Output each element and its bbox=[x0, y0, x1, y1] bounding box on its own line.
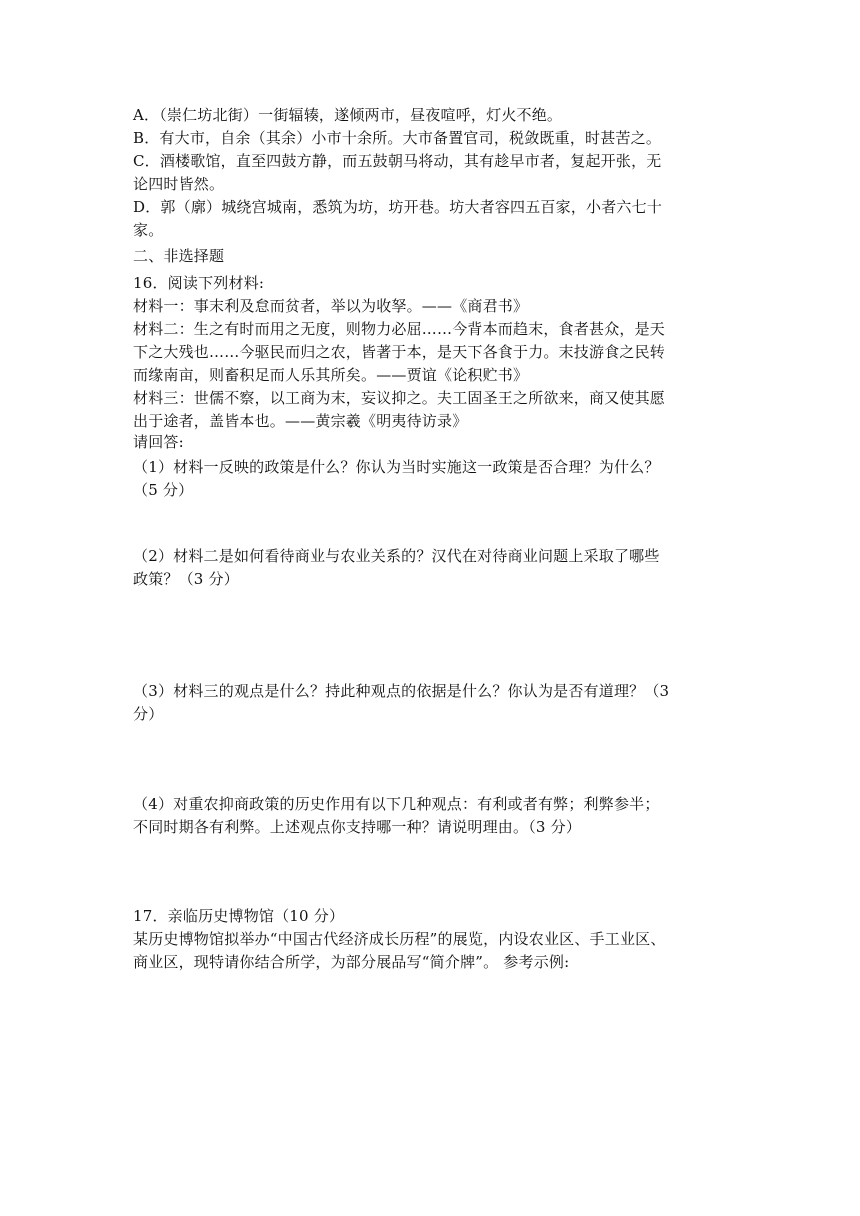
q16-sub1-line2: （5 分） bbox=[133, 481, 194, 499]
q16-sub3-line1: （3）材料三的观点是什么？持此种观点的依据是什么？你认为是否有道理？（3 bbox=[133, 682, 670, 700]
q17-body-line1: 某历史博物馆拟举办“中国古代经济成长历程”的展览，内设农业区、手工业区、 bbox=[133, 930, 666, 948]
q16-sub3-line2: 分） bbox=[133, 705, 164, 723]
q16-material-2-line3: 而缘南亩，则畜积足而人乐其所矣。——贾谊《论积贮书》 bbox=[133, 366, 529, 384]
choice-c-line2: 论四时皆然。 bbox=[133, 175, 225, 193]
q17-body-line2: 商业区，现特请你结合所学，为部分展品写“简介牌”。 参考示例: bbox=[133, 953, 570, 971]
q16-material-3-line1: 材料三：世儒不察，以工商为末，妄议抑之。夫工固圣王之所欲来，商又使其愿 bbox=[133, 389, 666, 407]
choice-b: B．有大市，自余（其余）小市十余所。大市备置官司，税敛既重，时甚苦之。 bbox=[133, 129, 662, 147]
q16-sub2-line1: （2）材料二是如何看待商业与农业关系的？汉代在对待商业问题上采取了哪些 bbox=[133, 547, 660, 565]
q16-material-2-line2: 下之大残也……今驱民而归之农，皆著于本，是天下各食于力。末技游食之民转 bbox=[133, 343, 666, 361]
choice-a: A．（崇仁坊北街）一街辐辏，遂倾两市，昼夜喧呼，灯火不绝。 bbox=[133, 106, 563, 124]
choice-c-line1: C．酒楼歌馆，直至四鼓方静，而五鼓朝马将动，其有趁早市者，复起开张，无 bbox=[133, 152, 662, 170]
choice-d-line1: D．郭（廓）城绕宫城南，悉筑为坊，坊开巷。坊大者容四五百家，小者六七十 bbox=[133, 198, 663, 216]
section-heading: 二、非选择题 bbox=[133, 247, 225, 265]
q16-material-2-line1: 材料二：生之有时而用之无度，则物力必屈……今背本而趋末，食者甚众，是天 bbox=[133, 320, 666, 338]
q16-sub1-line1: （1）材料一反映的政策是什么？你认为当时实施这一政策是否合理？为什么？ bbox=[133, 458, 660, 476]
choice-d-line2: 家。 bbox=[133, 221, 164, 239]
q16-sub4-line2: 不同时期各有利弊。上述观点你支持哪一种？请说明理由。（3 分） bbox=[133, 818, 582, 836]
q16-sub4-line1: （4）对重农抑商政策的历史作用有以下几种观点：有利或者有弊；利弊参半； bbox=[133, 795, 660, 813]
q16-material-1: 材料一：事末利及怠而贫者，举以为收孥。——《商君书》 bbox=[133, 297, 529, 315]
q16-sub2-line2: 政策？（3 分） bbox=[133, 570, 239, 588]
q17-title: 17．亲临历史博物馆（10 分） bbox=[133, 907, 345, 925]
q16-material-3-line2: 出于途者，盖皆本也。——黄宗羲《明夷待访录》 bbox=[133, 412, 468, 430]
q16-title: 16．阅读下列材料: bbox=[133, 274, 265, 292]
q16-prompt: 请回答: bbox=[133, 433, 184, 451]
